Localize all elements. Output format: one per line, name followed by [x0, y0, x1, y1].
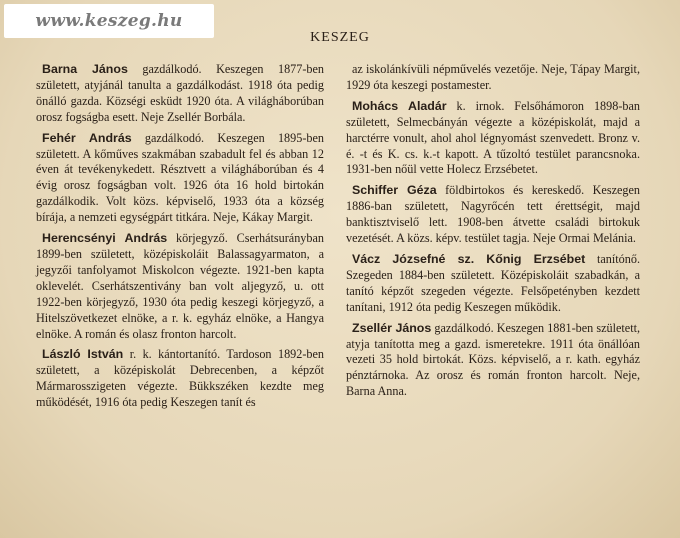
- entry-text: r. k. kántortanító. Tardoson 1892-ben született, a középiskolát Debrecenben, a képzőt Mármarosszigeten végezte. Bükkszéken kezdte meg működését, 1916 óta pedig Keszegen tanít és: [36, 347, 325, 410]
- entry-name: Mohács Aladár: [352, 98, 447, 113]
- entry-vacz-jozsefne: [346, 252, 640, 316]
- entry-name: Herencsényi András: [42, 231, 168, 246]
- entry-text: körjegyző. Cserhátsurányban 1899-ben született, középiskoláit Balassagyarmaton, a jegyzői tanfolyamot Miskolcon végezte. 1921-ben kapta oklevelét. Cserhátszentivány ban volt aljegyző, u. ott 1922-ben körjegyző, 1930 óta pedig keszegi körjegyző, a Hitelszövetkezet elnöke, a r. k. egyház elnöke, a Hangya elnöke. A román és olasz fronton harcolt.: [36, 231, 324, 341]
- entry-feher-andras: [36, 131, 324, 226]
- entry-name: Zsellér János: [352, 320, 432, 335]
- site-watermark: www.keszeg.hu: [4, 4, 214, 38]
- entry-mohacs-aladar: [346, 99, 640, 179]
- entry-text: tanítónő. Szegeden 1884-ben született. Középiskoláit szabadkán, a tanító képzőt szegeden végezte. Felsőpetényben kezdett tanítani, 1912 óta pedig Keszegen működik.: [346, 251, 640, 314]
- left-column: [36, 62, 324, 416]
- entry-barna-janos: [36, 62, 324, 126]
- entry-name: Vácz Józsefné sz. Kőnig Erzsébet: [352, 251, 586, 266]
- right-column: [346, 62, 640, 405]
- entry-text: gazdálkodó. Keszegen 1881-ben született, atyja tanította meg a gazd. ismeretekre. 1911 óta önállóan vezeti 35 hold birtokát. Közs. képviselő, a r. kath. egyház pénztárnoka. Az orosz és román fronton harcolt. Neje, Barna Anna.: [346, 320, 641, 399]
- entry-herencsenyi-andras: [36, 231, 324, 342]
- entry-zseller-janos: [346, 321, 640, 401]
- entry-name: Barna János: [42, 62, 128, 76]
- entry-text: gazdálkodó. Keszegen 1877-ben született, atyjánál tanulta a gazdálkodást. 1918 óta pedig önálló gazda. Községi esküdt 1920 óta. A világháborúban orosz fogságba esett. Neje Zsellér Borbála.: [36, 62, 325, 124]
- entry-text: k. irnok. Felsőhámoron 1898-ban született, Selmecbányán végezte a középiskolát, majd a harctérre vonult, ahol ahol légnyomást szenvedett. Bronz v. é. -t és K. cs. k.-t kapott. A tűzoltó testület parancsnoka. 1931-ben nőül vette Holecz Erzsébetet.: [346, 98, 640, 177]
- entry-continuation: az iskolánkívüli népművelés vezetője. Neje, Tápay Margit, 1929 óta keszegi postamester.: [346, 62, 640, 92]
- entry-name: Schiffer Géza: [352, 183, 437, 198]
- entry-name: László István: [42, 347, 124, 362]
- entry-text: földbirtokos és kereskedő. Keszegen 1886-ban született, Nagyrőcén tett érettségit, majd banktisztviselő lett. 1908-ben átvette családi birtokuk vezetését. A közs. képv. testület tagja. Neje Ormai Melánia.: [346, 183, 640, 246]
- page-header: KESZEG: [310, 30, 370, 45]
- entry-schiffer-geza: [346, 183, 640, 247]
- entry-text: gazdálkodó. Keszegen 1895-ben született. A kőműves szakmában szabadult fel és abban 12 éven át tevékenykedett. Résztvett a világháborúban és 4 évig orosz fogságban volt. 1926 óta 16 hold birtokán gazdálkodik. Volt közs. képviselő, 1933 óta a község bírája, a nemzeti egységpárt titkára. Neje, Kákay Margit.: [36, 130, 324, 225]
- entry-laszlo-istvan: [36, 347, 324, 411]
- entry-name: Fehér András: [42, 130, 132, 145]
